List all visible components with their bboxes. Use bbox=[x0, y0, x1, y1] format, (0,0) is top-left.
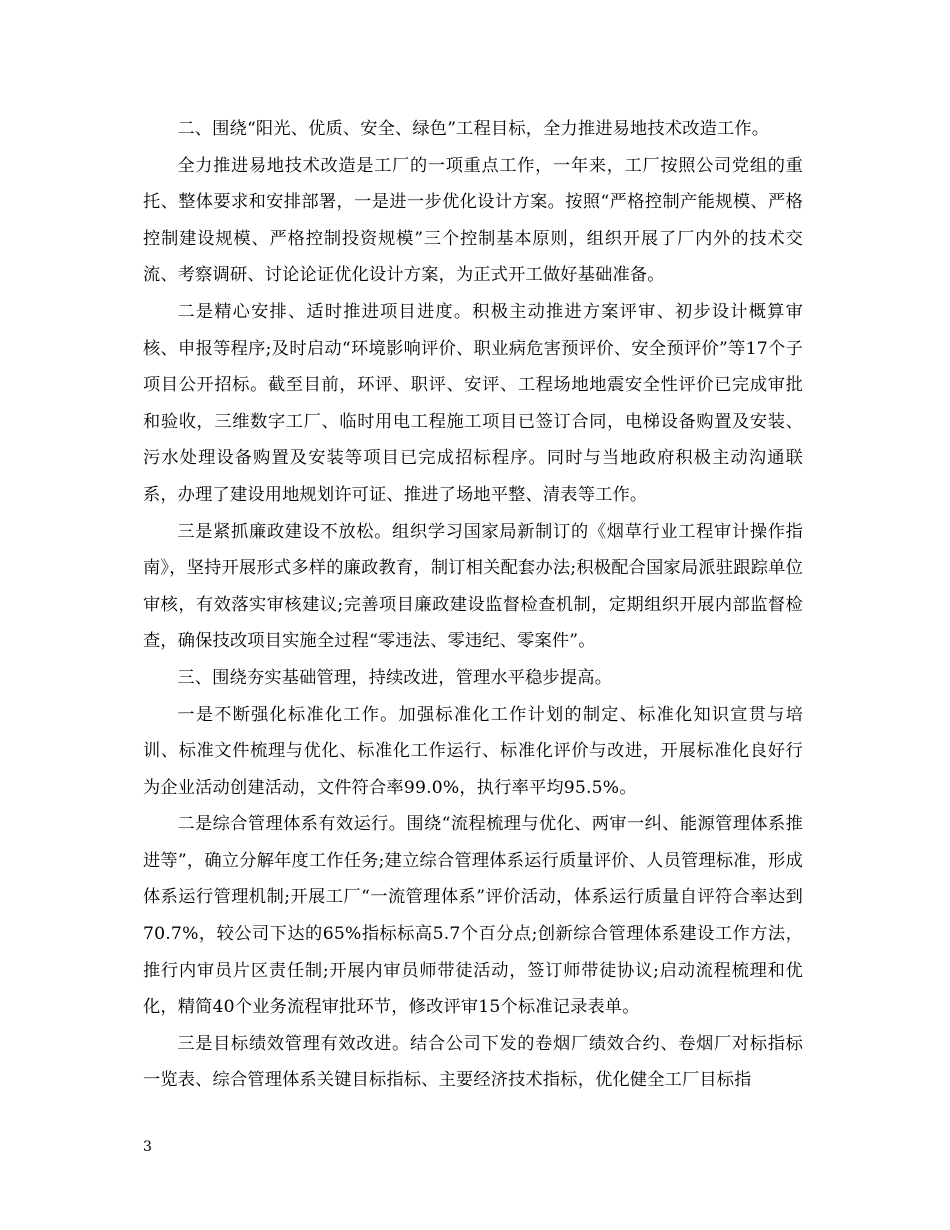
paragraph-section-three-heading: 三、围绕夯实基础管理，持续改进，管理水平稳步提高。 bbox=[177, 667, 613, 688]
paragraph-management-system: 二是综合管理体系有效运行。围绕“流程梳理与优化、两审一纠、能源管理体系推进等”，确立分解年度工作任务;建立综合管理体系运行质量评价、人员管理标准，形成体系运行管理机制;开展工厂“一流管理体系”评价活动，体系运行质量自评符合率达到70.7%，较公司下达的65%指标标高5.7个百分点;创新综合管理体系建设工作方法，推行内审员片区责任制;开展内审员师带徒活动，签订师带徒协议;启动流程梳理和优化，精简40个业务流程审批环节，修改评审15个标准记录表单。 bbox=[143, 814, 803, 1018]
paragraph-standardization: 一是不断强化标准化工作。加强标准化工作计划的制定、标准化知识宣贯与培训、标准文件梳理与优化、标准化工作运行、标准化评价与改进，开展标准化良好行为企业活动创建活动，文件符合率99.0%，执行率平均95.5%。 bbox=[143, 704, 803, 798]
document-body bbox=[143, 111, 803, 1099]
paragraph-section-two-heading: 二、围绕“阳光、优质、安全、绿色”工程目标，全力推进易地技术改造工作。 bbox=[177, 119, 770, 139]
paragraph-project-progress: 二是精心安排、适时推进项目进度。积极主动推进方案评审、初步设计概算审核、申报等程序;及时启动“环境影响评价、职业病危害预评价、安全预评价”等17个子项目公开招标。截至目前，环评、职评、安评、工程场地地震安全性评价已完成审批和验收，三维数字工厂、临时用电工程施工项目已签订合同，电梯设备购置及安装、污水处理设备购置及安装等项目已完成招标程序。同时与当地政府积极主动沟通联系，办理了建设用地规划许可证、推进了场地平整、清表等工作。 bbox=[143, 301, 803, 505]
paragraph-design-optimization: 全力推进易地技术改造是工厂的一项重点工作，一年来，工厂按照公司党组的重托、整体要求和安排部署，一是进一步优化设计方案。按照“严格控制产能规模、严格控制建设规模、严格控制投资规模”三个控制基本原则，组织开展了厂内外的技术交流、考察调研、讨论论证优化设计方案，为正式开工做好基础准备。 bbox=[143, 155, 803, 286]
paragraph-integrity-building: 三是紧抓廉政建设不放松。组织学习国家局新制订的《烟草行业工程审计操作指南》，坚持开展形式多样的廉政教育，制订相关配套办法;积极配合国家局派驻跟踪单位审核，有效落实审核建议;完善项目廉政建设监督检查机制，定期组织开展内部监督检查，确保技改项目实施全过程“零违法、零违纪、零案件”。 bbox=[143, 521, 803, 652]
paragraph-performance-management: 三是目标绩效管理有效改进。结合公司下发的卷烟厂绩效合约、卷烟厂对标指标一览表、综合管理体系关键目标指标、主要经济技术指标，优化健全工厂目标指 bbox=[143, 1033, 803, 1091]
page-number: 3 bbox=[143, 1139, 152, 1155]
